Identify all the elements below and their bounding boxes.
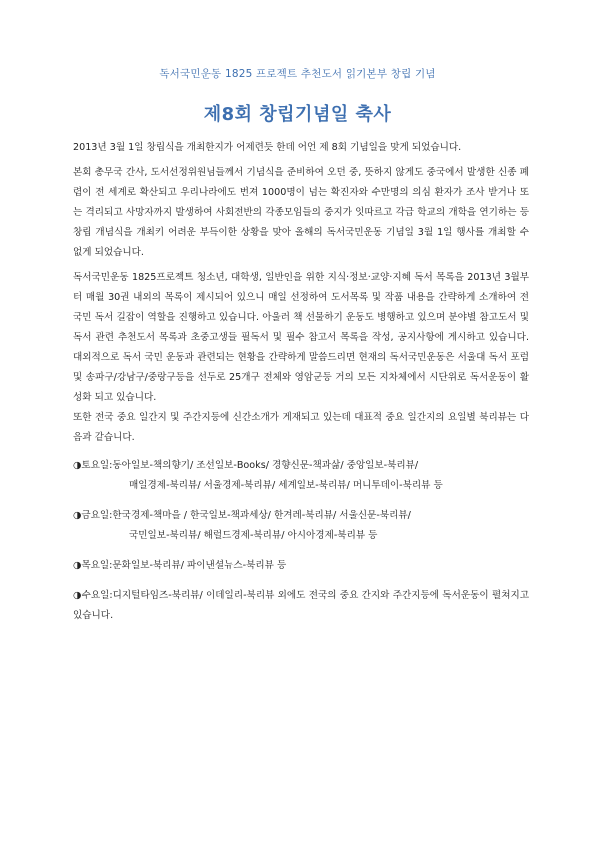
bullet-wednesday: [73, 586, 529, 626]
document-title: 제8회 창립기념일 축사: [203, 104, 392, 125]
bullet-line: 목요일:문화일보-북리뷰/ 파이낸셜뉴스-북리뷰 등: [81, 560, 287, 571]
bullet-saturday: [73, 456, 529, 496]
half-circle-bullet-icon: ◑: [73, 510, 82, 521]
bullet-line: 수요일:디지털타임즈-북리뷰/ 이데일리-북리뷰 외에도 전국의 중요 간지와 주간지등에 독서운동이 펼쳐지고 있습니다.: [73, 590, 529, 621]
bullet-continuation: 국민일보-북리뷰/ 해럴드경제-북리뷰/ 아시아경제-북리뷰 등: [129, 530, 378, 541]
bullet-continuation: 매일경제-북리뷰/ 서울경제-북리뷰/ 세계일보-북리뷰/ 머니투데이-북리뷰 등: [129, 480, 443, 491]
paragraph-reviews-intro: 또한 전국 중요 일간지 및 주간지등에 신간소개가 게재되고 있는데 대표적 중요 일간지의 요일별 북리뷰는 다음과 같습니다.: [73, 412, 529, 443]
half-circle-bullet-icon: ◑: [73, 460, 82, 471]
document-body: [73, 138, 529, 636]
paragraph-postponement: 본회 총무국 간사, 도서선정위원님들께서 기념식을 준비하여 오던 중, 뜻하지 않게도 중국에서 발생한 신종 폐렴이 전 세계로 확산되고 우리나라에도 번져 1000명이 넘는 확진자와 수만명의 의심 환자가 조사 받거나 또는 격리되고 사망자까지 발생하여 사회전반의 각종모임들의 중지가 잇따르고 각급 학교의 개학을 연기하는 등 창립 개념식을 개최키 어려운 부득이한 상황을 맞아 올해의 독서국민운동 기념일 3월 1일 행사를 개최할 수 없게 되었습니다.: [73, 167, 529, 258]
bullet-line: 토요일:동아일보-책의향기/ 조선일보-Books/ 경향신문-책과삶/ 중앙일보-북리뷰/: [81, 460, 419, 471]
document-subtitle: 독서국민운동 1825 프로젝트 추천도서 읽기본부 창립 기념: [159, 68, 436, 80]
bullet-friday: [73, 506, 529, 546]
half-circle-bullet-icon: ◑: [73, 590, 82, 601]
paragraph-intro: 2013년 3월 1일 창립식을 개최한지가 어제련듯 한데 어언 제 8회 기념일을 맞게 되었습니다.: [73, 142, 462, 153]
bullet-thursday: [73, 556, 529, 576]
paragraph-activities: 독서국민운동 1825프로젝트 청소년, 대학생, 일반인을 위한 지식·정보·교양·지혜 독서 목록을 2013년 3월부터 매월 30권 내외의 목록이 제시되어 있으니 매일 선정하여 도서목록 및 작품 내용을 간략하게 소개하여 전국민 독서 길잡이 역할을 진행하고 있습니다. 아울러 책 선물하기 운동도 병행하고 있으며 분야별 참고도서 및 독서 관련 추천도서 목록과 초중고생들 필독서 및 필수 참고서 목록을 작성, 공지사항에 게시하고 있습니다. 대외적으로 독서 국민 운동과 관련되는 현황을 간략하게 말씀드리면 현재의 독서국민운동은 서울대 독서 포럼 및 송파구/강남구/중랑구등을 선두로 25개구 전체와 영암군등 거의 모든 지차체에서 시단위로 독서운동이 활성화 되고 있습니다.: [73, 272, 529, 403]
bullet-line: 금요일:한국경제-책마을 / 한국일보-책과세상/ 한겨레-북리뷰/ 서울신문-북리뷰/: [81, 510, 411, 521]
half-circle-bullet-icon: ◑: [73, 560, 82, 571]
